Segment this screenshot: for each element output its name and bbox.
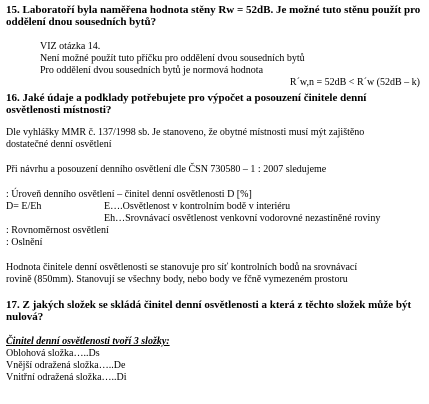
q17-title-line1: 17. Z jakých složek se skládá činitel denní osvětlenosti a která z těchto složek může být (6, 299, 412, 311)
q17-component-sky: Oblohová složka…..Ds (6, 348, 100, 359)
q16-item-uroven: : Úroveň denního osvětlení – činitel denní osvětlenosti D [%] (6, 189, 252, 200)
q15-answer-line3: Pro oddělení dvou sousedních bytů je normová hodnota (40, 65, 264, 76)
q17-component-external: Vnější odražená složka…..De (6, 360, 126, 371)
q16-paragraph1-line2: dostatečné denní osvětlení (6, 139, 112, 150)
q16-paragraph3-line1: Hodnota činitele denní osvětlenosti se stanovuje pro síť kontrolních bodů na srovnávací (6, 262, 358, 273)
q17-components-heading: Činitel denní osvětlenosti tvoří 3 složky: (6, 336, 170, 347)
q17-title-line2: nulová? (6, 311, 44, 323)
q15-answer-line2: Není možné použít tuto příčku pro oddělení dvou sousedních bytů (40, 53, 305, 64)
q15-answer-formula: R´w,n = 52dB < R´w (52dB – k) (289, 77, 420, 88)
q17-component-internal: Vnitřní odražená složka…..Di (6, 372, 127, 383)
q15-title-line1: 15. Laboratoří byla naměřena hodnota stěny Rw = 52dB. Je možné tuto stěnu použít pro (6, 4, 421, 16)
q15-answer-line1: VIZ otázka 14. (40, 41, 101, 52)
q16-title-line1: 16. Jaké údaje a podklady potřebujete pro výpočet a posouzení činitele denní (6, 92, 367, 104)
q16-formula-e: E….Osvětlenost v kontrolním bodě v interiéru (104, 201, 291, 212)
q16-item-osleni: : Oslnění (6, 237, 43, 248)
q16-paragraph1-line1: Dle vyhlášky MMR č. 137/1998 sb. Je stanoveno, že obytné místnosti musí mýt zajištěno (6, 127, 365, 138)
q16-paragraph3-line2: rovině (850mm). Stanovují se všechny body, nebo body ve fčně vymezeném prostoru (6, 274, 348, 285)
q16-paragraph2: Při návrhu a posouzení denního osvětlení dle ČSN 730580 – 1 : 2007 sledujeme (6, 164, 327, 175)
q16-item-rovnomernost: : Rovnoměrnost osvětlení (6, 225, 109, 236)
q16-title-line2: osvětlenosti místnosti? (6, 104, 112, 116)
q16-formula-eh: Eh…Srovnávací osvětlenost venkovní vodorovné nezastíněné roviny (104, 213, 381, 224)
q15-title-line2: oddělení dnou sousedních bytů? (6, 16, 157, 28)
q16-formula-d: D= E/Eh (6, 201, 42, 212)
